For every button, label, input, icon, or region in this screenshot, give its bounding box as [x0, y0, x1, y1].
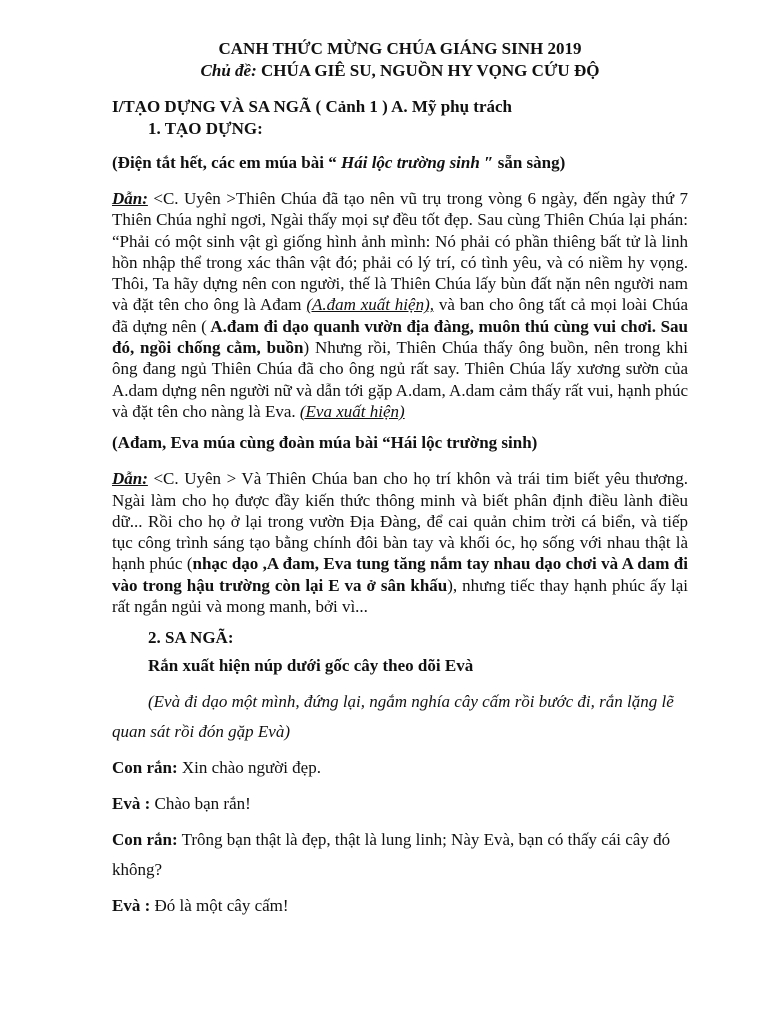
speaker-label: Evà : — [112, 794, 151, 814]
para1-bold-action: A.đam đi dạo quanh vườn địa đàng, muôn thú cùng vui chơi. Sau đó, ngồi chống cằm, buồn — [112, 316, 688, 358]
narrator-label: Dẫn: — [112, 469, 148, 489]
para2-text-1: <C. Uyên > Và Thiên Chúa ban cho họ trí khôn và trái tim biết yêu thương. Ngài làm cho họ được đầy kiến thức thông minh và biết phân định điều lành điều dữ... Rồi cho họ ở lại trong vườn Địa Đàng, để cai quản chim trời cá biển, và tiếp tục công trình sáng tạo bằng chính đôi bàn tay và khối óc, họ sống với nhau thật là hạnh phúc ( — [112, 469, 688, 574]
dialogue-line — [112, 891, 688, 921]
stage-direction: (Evà đi dạo một mình, đứng lại, ngắm nghía cây cấm rồi bước đi, rắn lặng lẽ quan sát rồi đón gặp Evà) — [112, 692, 674, 742]
subtitle-text: CHÚA GIÊ SU, NGUỒN HY VỌNG CỨU ĐỘ — [261, 61, 600, 80]
note-suffix: sẵn sàng) — [493, 153, 566, 172]
dialogue-text: Xin chào người đẹp. — [177, 758, 321, 778]
stage-note-1 — [112, 152, 688, 174]
para2-bold-action: nhạc dạo ,A đam, Eva tung tăng nắm tay nhau dạo chơi và A dam đi vào trong hậu trường còn lại E va ở sân khấu — [112, 554, 688, 595]
speaker-label: Con rắn: — [112, 830, 178, 850]
para1-stage-adam: (A.đam xuất hiện), — [306, 295, 434, 315]
subtitle-label: Chủ đề: — [200, 61, 257, 80]
dialogue-text: Đó là một cây cấm! — [150, 896, 289, 916]
para1-text-3: ) Nhưng rồi, Thiên Chúa thấy ông buồn, nên trong khi ông đang ngủ Thiên Chúa đã cho ông ngủ rất say. Thiên Chúa lấy xương sườn của A.dam dựng nên người nữ và dẫn tới gặp A.dam, A.dam cảm thấy rất vui, hạnh phúc và đặt tên cho nàng là Eva. — [112, 338, 688, 421]
dialogue-text: Chào bạn rắn! — [150, 794, 251, 814]
narration-paragraph-2 — [112, 468, 688, 617]
document-subtitle — [112, 60, 688, 82]
section-heading: I/TẠO DỰNG VÀ SA NGÃ ( Cảnh 1 ) A. Mỹ phụ trách — [112, 97, 513, 116]
dialogue-line — [112, 789, 688, 819]
dialogue-line — [112, 753, 688, 783]
subsection-heading-fall: 2. SA NGÃ: — [148, 628, 234, 648]
dialogue-line — [112, 825, 688, 885]
speaker-label: Con rắn: — [112, 758, 178, 778]
para2-text-2: ), nhưng tiếc thay hạnh phúc ấy lại rất ngắn ngủi và mong manh, bởi vì... — [112, 575, 689, 617]
document-title: CANH THỨC MỪNG CHÚA GIÁNG SINH 2019 — [218, 39, 582, 58]
scene-note: Rắn xuất hiện núp dưới gốc cây theo dõi Evà — [148, 656, 474, 676]
note-song: Hái lộc trường sinh ″ — [336, 153, 494, 172]
dialogue-text: Trông bạn thật là đẹp, thật là lung linh; Này Evà, bạn có thấy cái cây đó không? — [112, 830, 671, 880]
note-prefix: (Điện tắt hết, các em múa bài “ — [112, 153, 337, 172]
narration-paragraph-1 — [112, 188, 688, 422]
stage-note-2: (Ađam, Eva múa cùng đoàn múa bài “Hái lộc trường sinh) — [112, 433, 538, 453]
para1-text-2: và ban cho ông tất cả mọi loài Chúa đã dựng nên ( — [112, 295, 688, 336]
para1-text-1: <C. Uyên >Thiên Chúa đã tạo nên vũ trụ trong vòng 6 ngày, đến ngày thứ 7 Thiên Chúa nghỉ ngơi, Ngài thấy mọi sự đều tốt đẹp. Sau cùng Thiên Chúa lại phán: “Phải có một sinh vật gì giống hình ảnh mình: Nó phải có phần thiêng bất tử là linh hồn nhập thể trong xác thân vật đó; phải có lý trí, có tình yêu, và có niềm hy vọng. Thôi, Ta hãy dựng nên con người, thế là Thiên Chúa lấy bùn đất nặn nên người nam và đặt tên cho ông là Ađam — [112, 189, 688, 315]
para1-stage-eva: (Eva xuất hiện) — [299, 401, 405, 421]
subsection-heading-creation: 1. TẠO DỰNG: — [148, 119, 263, 138]
speaker-label: Evà : — [112, 896, 151, 916]
narrator-label: Dẫn: — [112, 189, 148, 208]
